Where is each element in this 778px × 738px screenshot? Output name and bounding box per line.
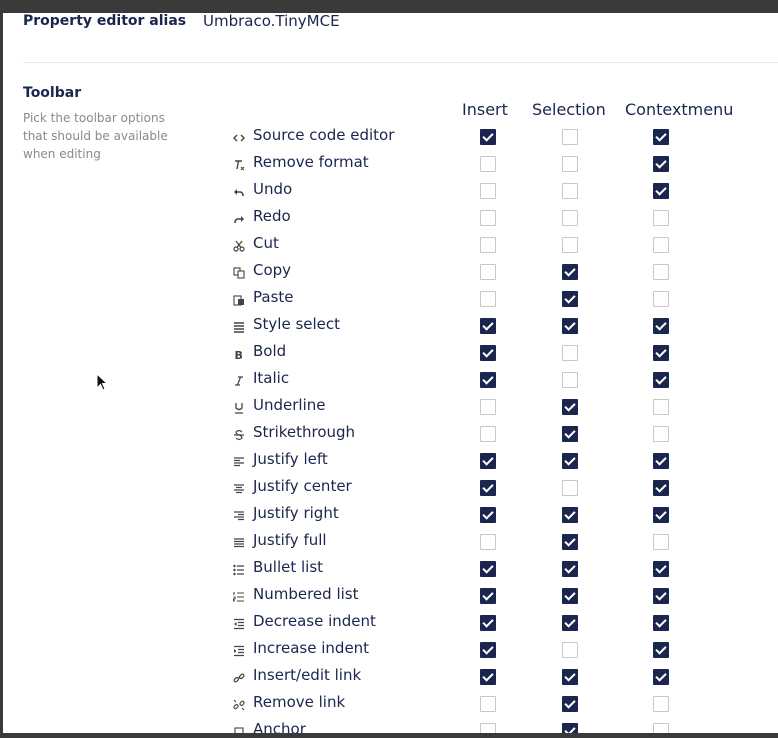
remove-format-icon xyxy=(233,158,245,172)
context-checkbox-undo[interactable] xyxy=(653,183,669,199)
insert-checkbox-justify-left[interactable] xyxy=(480,453,496,469)
redo-icon xyxy=(233,212,245,226)
selection-checkbox-redo[interactable] xyxy=(562,210,578,226)
insert-checkbox-paste[interactable] xyxy=(480,291,496,307)
context-checkbox-remove-format[interactable] xyxy=(653,156,669,172)
selection-checkbox-paste[interactable] xyxy=(562,291,578,307)
toolbar-option-label: Bold xyxy=(253,342,287,360)
selection-checkbox-increase-indent[interactable] xyxy=(562,642,578,658)
code-icon xyxy=(233,131,245,145)
insert-checkbox-strikethrough[interactable] xyxy=(480,426,496,442)
toolbar-option-label: Undo xyxy=(253,180,293,198)
context-checkbox-underline[interactable] xyxy=(653,399,669,415)
selection-checkbox-insert-edit-link[interactable] xyxy=(562,669,578,685)
toolbar-option-label: Remove format xyxy=(253,153,369,171)
justify-right-icon xyxy=(233,509,245,523)
toolbar-option-label: Bullet list xyxy=(253,558,324,576)
selection-checkbox-italic[interactable] xyxy=(562,372,578,388)
insert-checkbox-numbered-list[interactable] xyxy=(480,588,496,604)
toolbar-option-label: Increase indent xyxy=(253,639,370,657)
toolbar-option-label: Cut xyxy=(253,234,279,252)
copy-icon xyxy=(233,266,245,280)
bold-icon xyxy=(233,347,245,361)
selection-checkbox-anchor[interactable] xyxy=(562,723,578,733)
selection-checkbox-source-code-editor[interactable] xyxy=(562,129,578,145)
insert-checkbox-bullet-list[interactable] xyxy=(480,561,496,577)
mouse-cursor-icon xyxy=(96,373,108,391)
property-editor-panel xyxy=(3,13,778,733)
selection-checkbox-undo[interactable] xyxy=(562,183,578,199)
context-checkbox-decrease-indent[interactable] xyxy=(653,615,669,631)
strikethrough-icon xyxy=(233,428,245,442)
decrease-indent-icon xyxy=(233,617,245,631)
selection-checkbox-decrease-indent[interactable] xyxy=(562,615,578,631)
selection-checkbox-remove-link[interactable] xyxy=(562,696,578,712)
alias-label: Property editor alias xyxy=(23,13,187,29)
cut-icon xyxy=(233,239,245,253)
toolbar-option-label: Copy xyxy=(253,261,292,279)
selection-checkbox-strikethrough[interactable] xyxy=(562,426,578,442)
toolbar-label: Toolbar xyxy=(23,85,82,101)
link-icon xyxy=(233,671,245,685)
toolbar-option-label: Justify center xyxy=(253,477,352,495)
column-header-contextmenu: Contextmenu xyxy=(625,100,734,119)
divider xyxy=(23,62,778,63)
alias-value: Umbraco.TinyMCE xyxy=(203,13,340,30)
insert-checkbox-justify-center[interactable] xyxy=(480,480,496,496)
context-checkbox-bullet-list[interactable] xyxy=(653,561,669,577)
numbered-list-icon xyxy=(233,590,245,604)
selection-checkbox-copy[interactable] xyxy=(562,264,578,280)
selection-checkbox-remove-format[interactable] xyxy=(562,156,578,172)
toolbar-option-label: Justify left xyxy=(253,450,328,468)
context-checkbox-redo[interactable] xyxy=(653,210,669,226)
insert-checkbox-style-select[interactable] xyxy=(480,318,496,334)
toolbar-option-label: Underline xyxy=(253,396,326,414)
selection-checkbox-underline[interactable] xyxy=(562,399,578,415)
toolbar-option-label: Remove link xyxy=(253,693,346,711)
undo-icon xyxy=(233,185,245,199)
toolbar-option-label: Decrease indent xyxy=(253,612,376,630)
selection-checkbox-style-select[interactable] xyxy=(562,318,578,334)
insert-checkbox-increase-indent[interactable] xyxy=(480,642,496,658)
toolbar-option-label: Justify right xyxy=(253,504,339,522)
bullet-list-icon xyxy=(233,563,245,577)
insert-checkbox-anchor[interactable] xyxy=(480,723,496,733)
selection-checkbox-justify-center[interactable] xyxy=(562,480,578,496)
toolbar-option-label: Paste xyxy=(253,288,294,306)
context-checkbox-strikethrough[interactable] xyxy=(653,426,669,442)
column-header-selection: Selection xyxy=(532,100,606,119)
toolbar-option-label: Numbered list xyxy=(253,585,359,603)
context-checkbox-justify-full[interactable] xyxy=(653,534,669,550)
insert-checkbox-justify-full[interactable] xyxy=(480,534,496,550)
justify-left-icon xyxy=(233,455,245,469)
selection-checkbox-cut[interactable] xyxy=(562,237,578,253)
toolbar-option-label: Strikethrough xyxy=(253,423,356,441)
context-checkbox-justify-center[interactable] xyxy=(653,480,669,496)
context-checkbox-increase-indent[interactable] xyxy=(653,642,669,658)
toolbar-option-label: Justify full xyxy=(253,531,327,549)
insert-checkbox-source-code-editor[interactable] xyxy=(480,129,496,145)
svg-text:B: B xyxy=(234,349,243,360)
insert-checkbox-undo[interactable] xyxy=(480,183,496,199)
increase-indent-icon xyxy=(233,644,245,658)
insert-checkbox-cut[interactable] xyxy=(480,237,496,253)
context-checkbox-style-select[interactable] xyxy=(653,318,669,334)
italic-icon xyxy=(233,374,245,388)
context-checkbox-justify-left[interactable] xyxy=(653,453,669,469)
insert-checkbox-decrease-indent[interactable] xyxy=(480,615,496,631)
toolbar-option-label: Insert/edit link xyxy=(253,666,362,684)
toolbar-option-label: Italic xyxy=(253,369,290,387)
context-checkbox-anchor[interactable] xyxy=(653,723,669,733)
insert-checkbox-redo[interactable] xyxy=(480,210,496,226)
context-checkbox-numbered-list[interactable] xyxy=(653,588,669,604)
context-checkbox-remove-link[interactable] xyxy=(653,696,669,712)
selection-checkbox-justify-left[interactable] xyxy=(562,453,578,469)
toolbar-option-label: Source code editor xyxy=(253,126,395,144)
selection-checkbox-numbered-list[interactable] xyxy=(562,588,578,604)
insert-checkbox-bold[interactable] xyxy=(480,345,496,361)
toolbar-option-label: Redo xyxy=(253,207,291,225)
selection-checkbox-bold[interactable] xyxy=(562,345,578,361)
insert-checkbox-remove-link[interactable] xyxy=(480,696,496,712)
context-checkbox-cut[interactable] xyxy=(653,237,669,253)
justify-center-icon xyxy=(233,482,245,496)
selection-checkbox-justify-right[interactable] xyxy=(562,507,578,523)
selection-checkbox-bullet-list[interactable] xyxy=(562,561,578,577)
insert-checkbox-justify-right[interactable] xyxy=(480,507,496,523)
insert-checkbox-italic[interactable] xyxy=(480,372,496,388)
insert-checkbox-underline[interactable] xyxy=(480,399,496,415)
selection-checkbox-justify-full[interactable] xyxy=(562,534,578,550)
insert-checkbox-copy[interactable] xyxy=(480,264,496,280)
context-checkbox-source-code-editor[interactable] xyxy=(653,129,669,145)
unlink-icon xyxy=(233,698,245,712)
toolbar-option-label: Anchor xyxy=(253,720,306,733)
justify-full-icon xyxy=(233,536,245,550)
anchor-icon xyxy=(233,725,245,733)
context-checkbox-insert-edit-link[interactable] xyxy=(653,669,669,685)
style-select-icon xyxy=(233,320,245,334)
context-checkbox-italic[interactable] xyxy=(653,372,669,388)
toolbar-description: Pick the toolbar options that should be available when editing xyxy=(23,111,168,161)
column-header-insert: Insert xyxy=(462,100,508,119)
context-checkbox-paste[interactable] xyxy=(653,291,669,307)
insert-checkbox-insert-edit-link[interactable] xyxy=(480,669,496,685)
toolbar-option-label: Style select xyxy=(253,315,341,333)
insert-checkbox-remove-format[interactable] xyxy=(480,156,496,172)
context-checkbox-copy[interactable] xyxy=(653,264,669,280)
paste-icon xyxy=(233,293,245,307)
underline-icon xyxy=(233,401,245,415)
context-checkbox-bold[interactable] xyxy=(653,345,669,361)
context-checkbox-justify-right[interactable] xyxy=(653,507,669,523)
